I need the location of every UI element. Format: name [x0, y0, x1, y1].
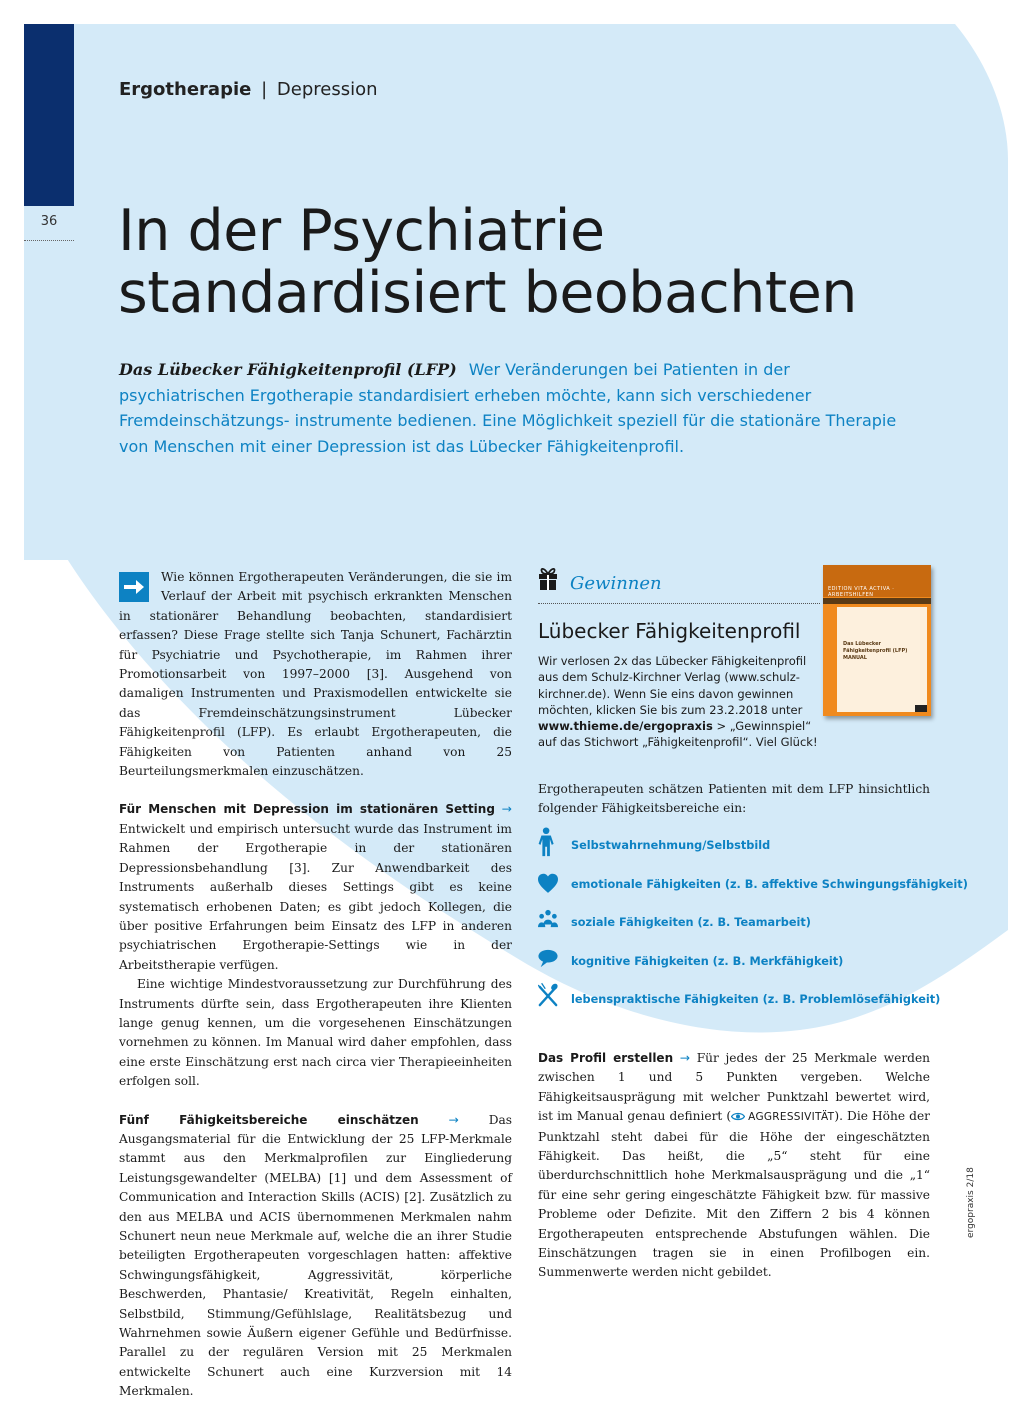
book-series: EDITION VITA ACTIVA · ARBEITSHILFEN: [828, 586, 895, 598]
left-column: [119, 568, 512, 1402]
title-line-2: standardisiert beobachten: [118, 260, 857, 326]
subheading-setting: Für Menschen mit Depression im stationären Setting: [119, 802, 495, 817]
subheading-profile: Das Profil erstellen: [538, 1051, 674, 1065]
giveaway-text-a: Wir verlosen 2x das Lübecker Fähigkeitenprofil aus dem Schulz-Kirchner Verlag (www.schulz-kirchner.de). Wenn Sie eins davon gewinnen möchten, klicken Sie bis zum 23.2.2018 unter: [538, 654, 807, 717]
title-line-1: In der Psychiatrie: [118, 198, 605, 264]
area-label: emotionale Fähigkeiten (z. B. affektive Schwingungsfähigkeit): [571, 877, 968, 891]
gift-icon: [538, 565, 558, 591]
giveaway-label: Gewinnen: [570, 573, 662, 594]
giveaway-text-b: > „Gewinnspiel“ auf das Stichwort „Fähigkeitenprofil“. Viel Glück!: [538, 719, 818, 750]
right-column-profile: [538, 1049, 930, 1283]
lead-text: Wer Veränderungen bei Patienten in der psychiatrischen Ergotherapie standardisiert erheben möchte, kann sich verschiedener Fremdeinschätzungs- instrumente bedienen. Eine Möglichkeit speziell für die stationäre Therapie von Menschen mit einer Depression ist das Lübecker Fähigkeitenprofil.: [119, 360, 897, 456]
cross-reference: AGGRESSIVITÄT: [748, 1111, 835, 1124]
section-topic: Depression: [276, 79, 378, 100]
cutlery-icon: [538, 981, 558, 1011]
page-number-rule: [24, 240, 74, 241]
journal-issue: ergopraxis 2/18: [966, 1167, 976, 1238]
area-label: kognitive Fähigkeiten (z. B. Merkfähigkeit): [571, 954, 844, 968]
paragraph-profile-b: ). Die Höhe der Punktzahl steht dabei für die Höhe der eingeschätzten Fähigkeit. Das heißt, die „5“ steht für eine überdurchschnittlich hohe Merkmalsausprägung und die „1“ für eine sehr gering eingeschätzte Fähigkeit bzw. für massive Probleme oder Defizite. Mit den Ziffern 2 bis 4 können Ergotherapeuten entsprechende Abstufungen wählen. Die Einschätzungen tragen sie in einen Profilbogen ein. Summenwerte werden nicht gebildet.: [538, 1109, 930, 1280]
giveaway-text: [538, 653, 818, 751]
person-icon: [538, 827, 558, 857]
section-header: [119, 79, 378, 100]
right-column-intro: [538, 780, 930, 819]
book-cover-image: [823, 565, 931, 716]
arrow-icon: →: [448, 1112, 459, 1127]
book-title: Das Lübecker Fähigkeitenprofil (LFP) MANUAL: [843, 641, 908, 661]
section-separator: |: [261, 79, 268, 100]
color-bar: [24, 24, 74, 206]
eye-icon: [731, 1112, 745, 1121]
journal-footer: [962, 1167, 984, 1238]
paragraph-profile-a: Für jedes der 25 Merkmale werden zwischen 1 und 5 Punkten vergeben. Welche Fähigkeitsausprägung mit welcher Punktzahl bewertet wird, ist im Manual genau definiert (: [538, 1051, 931, 1124]
article-title: [118, 200, 978, 324]
paragraph-areas: Das Ausgangsmaterial für die Entwicklung der 25 LFP-Merkmale stammt aus den Merkmalprofilen zur Eingliederung Leistungsgewandelter (MELBA) [1] und dem Assessment of Communication and Interaction Skills (ACIS) [2]. Zusätzlich zu den aus MELBA und ACIS übernommenen Merkmalen nahm Schunert neun neue Merkmale auf, welche die an ihrer Studie beteiligten Ergotherapeuten vorgeschlagen hatten: affektive Schwingungsfähigkeit, Aggressivität, körperliche Beschwerden, Phantasie/ Kreativität, Regeln einhalten, Selbstbild, Stimmung/Gefühlslage, Realitätsbezug und Wahrnehmen sowie Äußern eigener Gefühle und Bedürfnisse. Parallel zu der regulären Version mit 25 Merkmalen entwickelte Schunert auch eine Kurzversion mit 14 Merkmalen.: [119, 1112, 512, 1399]
area-label: Selbstwahrnehmung/Selbstbild: [571, 839, 771, 852]
intro-paragraph: Wie können Ergotherapeuten Veränderungen, die sie im Verlauf der Arbeit mit psychisch erkrankten Menschen in stationärer Behandlung beobachten, standardisiert erfassen? Diese Frage stellte sich Tanja Schunert, Fachärztin für Psychiatrie und Psychotherapie, im Rahmen ihrer Promotionsarbeit von 1997–2000 [3]. Ausgehend von damaligen Instrumenten und Praxismodellen entwickelte sie das Fremdeinschätzungsinstrument Lübecker Fähigkeitenprofil (LFP). Es erlaubt Ergotherapeuten, die Fähigkeiten von Patienten anhand von 25 Beurteilungsmerkmalen einzuschätzen.: [119, 570, 512, 779]
area-label: soziale Fähigkeiten (z. B. Teamarbeit): [571, 916, 811, 930]
section-name: Ergotherapie: [119, 79, 252, 100]
arrow-icon: →: [501, 802, 512, 817]
paragraph-setting: Entwickelt und empirisch untersucht wurde das Instrument im Rahmen der Ergotherapie in der stationären Depressionsbehandlung [3]. Zur Anwendbarkeit des Instruments außerhalb dieses Settings gibt es keine systematisch erhobenen Daten; es gibt jedoch Kollegen, die über positive Erfahrungen beim Einsatz des LFP in anderen psychiatrischen Ergotherapie-Settings wie in der Arbeitstherapie verfügen.: [119, 821, 512, 972]
publisher-logo: [915, 705, 927, 712]
speech-bubble-icon: [538, 943, 558, 973]
giveaway-link[interactable]: www.thieme.de/ergopraxis: [538, 719, 713, 734]
group-icon: [538, 904, 558, 934]
giveaway-title: Lübecker Fähigkeitenprofil: [538, 619, 801, 643]
arrow-icon: →: [679, 1051, 691, 1065]
lead-kicker: Das Lübecker Fähigkeitenprofil (LFP): [119, 360, 457, 379]
areas-intro: Ergotherapeuten schätzen Patienten mit dem LFP hinsichtlich folgender Fähigkeitsbereiche ein:: [538, 782, 930, 816]
arrow-right-icon: [119, 572, 149, 602]
subheading-areas: Fünf Fähigkeitsbereiche einschätzen: [119, 1112, 419, 1127]
paragraph-requirement: Eine wichtige Mindestvoraussetzung zur Durchführung des Instruments dürfte sein, dass Ergotherapeuten ihre Klienten lange genug kennen, um die vorgesehenen Einschätzungen vornehmen zu können. Im Manual wird daher empfohlen, dass eine erste Einschätzung erst nach circa vier Therapieeinheiten erfolgen soll.: [119, 977, 512, 1089]
giveaway-rule: [538, 603, 820, 604]
area-label: lebenspraktische Fähigkeiten (z. B. Problemlösefähigkeit): [571, 993, 941, 1007]
heart-icon: [538, 866, 558, 896]
article-lead: [119, 357, 899, 459]
page-number: 36: [40, 214, 58, 229]
